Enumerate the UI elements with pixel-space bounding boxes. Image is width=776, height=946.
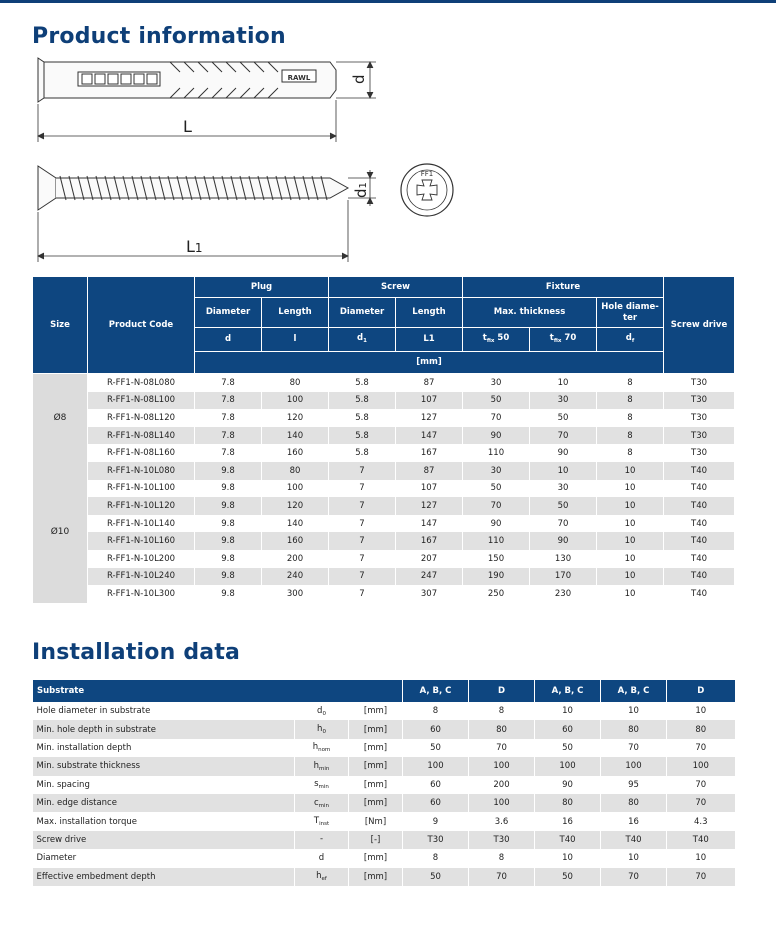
screw-L1-label: L1	[186, 237, 203, 256]
value-cell: 30	[463, 462, 530, 480]
parameter-symbol	[295, 794, 349, 812]
value-cell: T40	[664, 550, 735, 568]
value-cell: 250	[463, 585, 530, 603]
value-cell: 100	[262, 392, 329, 410]
col-product-code: Product Code	[88, 277, 195, 374]
value-cell: 8	[597, 374, 664, 392]
plug-d-label: d	[350, 74, 368, 84]
symbol-subscript: 0	[322, 710, 326, 717]
value-cell: 70	[530, 427, 597, 445]
value-cell: 7.8	[195, 392, 262, 410]
value-cell: 5.8	[329, 427, 396, 445]
value-cell: 50	[535, 868, 601, 886]
product-code-cell: R-FF1-N-08L080	[88, 374, 195, 392]
symbol-letter: -	[319, 834, 324, 845]
value-cell: T30	[664, 392, 735, 410]
symbol-subscript: inst	[319, 821, 330, 828]
value-cell: 70	[469, 868, 535, 886]
sym-d1: $d_1$	[329, 328, 396, 352]
value-cell: 300	[262, 585, 329, 603]
value-cell: 127	[396, 497, 463, 515]
value-cell: T40	[664, 568, 735, 586]
col-fixture: Fixture	[463, 277, 664, 298]
parameter-name: Effective embedment depth	[33, 868, 295, 886]
value-cell: 5.8	[329, 392, 396, 410]
value-cell: 9	[403, 812, 469, 830]
value-cell: 307	[396, 585, 463, 603]
value-cell: 8	[469, 702, 535, 720]
value-cell: 70	[601, 739, 667, 757]
value-cell: 87	[396, 462, 463, 480]
value-cell: 200	[469, 776, 535, 794]
value-cell: 70	[667, 868, 735, 886]
value-cell: 10	[597, 568, 664, 586]
table-row	[33, 427, 735, 445]
value-cell: T30	[664, 427, 735, 445]
value-cell: 60	[403, 794, 469, 812]
value-cell: 70	[601, 868, 667, 886]
value-cell: 10	[667, 702, 735, 720]
value-cell: 90	[463, 515, 530, 533]
value-cell: 87	[396, 374, 463, 392]
value-cell: 50	[463, 392, 530, 410]
symbol-subscript: 0	[322, 729, 326, 736]
table-row	[33, 550, 735, 568]
col-plug-diameter: Diameter	[195, 298, 262, 328]
parameter-unit: [mm]	[349, 702, 403, 720]
value-cell: 7	[329, 568, 396, 586]
symbol-letter: s	[314, 779, 319, 790]
value-cell: 7	[329, 462, 396, 480]
value-cell: 70	[463, 497, 530, 515]
screw-drawing	[38, 166, 348, 210]
value-cell: 30	[530, 392, 597, 410]
product-table	[32, 276, 735, 603]
product-code-cell: R-FF1-N-10L100	[88, 480, 195, 498]
value-cell: 10	[601, 702, 667, 720]
value-cell: 5.8	[329, 374, 396, 392]
symbol-letter: h	[313, 760, 319, 771]
value-cell: 50	[535, 739, 601, 757]
value-cell: 147	[396, 427, 463, 445]
value-cell: 10	[597, 515, 664, 533]
value-cell: 110	[463, 444, 530, 462]
value-cell: 9.8	[195, 497, 262, 515]
value-cell: 170	[530, 568, 597, 586]
parameter-unit: [mm]	[349, 720, 403, 738]
parameter-symbol	[295, 776, 349, 794]
value-cell: 240	[262, 568, 329, 586]
value-cell: 207	[396, 550, 463, 568]
symbol-letter: d	[318, 852, 325, 863]
col-plug-length: Length	[262, 298, 329, 328]
value-cell: 60	[403, 720, 469, 738]
value-cell: 10	[601, 849, 667, 867]
parameter-name: Min. substrate thickness	[33, 757, 295, 775]
value-cell: 90	[530, 444, 597, 462]
col-size: Size	[33, 277, 88, 374]
col-d-1: D	[469, 680, 535, 702]
col-d-2: D	[667, 680, 735, 702]
col-substrate: Substrate	[33, 680, 403, 702]
table-row	[33, 480, 735, 498]
product-code-cell: R-FF1-N-10L120	[88, 497, 195, 515]
plug-brand-label: RAWL	[287, 74, 311, 82]
sym-tfix50: $t_{fix}$ 50	[463, 328, 530, 352]
parameter-symbol	[295, 757, 349, 775]
sym-l: l	[262, 328, 329, 352]
value-cell: 110	[463, 532, 530, 550]
value-cell: 30	[463, 374, 530, 392]
parameter-symbol	[295, 868, 349, 886]
value-cell: 10	[597, 497, 664, 515]
value-cell: 80	[262, 462, 329, 480]
value-cell: 50	[403, 868, 469, 886]
value-cell: 10	[530, 462, 597, 480]
table-row	[33, 497, 735, 515]
value-cell: 9.8	[195, 585, 262, 603]
value-cell: 8	[597, 409, 664, 427]
value-cell: T40	[664, 480, 735, 498]
value-cell: 70	[469, 739, 535, 757]
parameter-unit: [Nm]	[349, 812, 403, 830]
screw-d1-label: d1	[352, 182, 370, 198]
table-row	[33, 568, 735, 586]
value-cell: 10	[597, 532, 664, 550]
value-cell: 8	[597, 427, 664, 445]
table-row	[33, 392, 735, 410]
value-cell: 50	[403, 739, 469, 757]
value-cell: 70	[667, 739, 735, 757]
symbol-letter: d	[317, 705, 323, 716]
symbol-letter: h	[312, 742, 319, 753]
value-cell: 10	[597, 480, 664, 498]
value-cell: 100	[469, 794, 535, 812]
value-cell: 30	[530, 480, 597, 498]
table-row	[33, 515, 735, 533]
value-cell: 90	[535, 776, 601, 794]
value-cell: 7.8	[195, 409, 262, 427]
col-plug: Plug	[195, 277, 329, 298]
value-cell: 60	[535, 720, 601, 738]
value-cell: 127	[396, 409, 463, 427]
value-cell: 167	[396, 532, 463, 550]
value-cell: 8	[469, 849, 535, 867]
value-cell: 100	[535, 757, 601, 775]
symbol-letter: h	[317, 724, 323, 735]
col-abc-1: A, B, C	[403, 680, 469, 702]
parameter-unit: [mm]	[349, 868, 403, 886]
value-cell: 7.8	[195, 427, 262, 445]
product-code-cell: R-FF1-N-08L100	[88, 392, 195, 410]
col-hole-diameter: Hole diame-ter	[597, 298, 664, 328]
screw-head-mark: FF1	[420, 170, 434, 178]
value-cell: 100	[601, 757, 667, 775]
value-cell: 9.8	[195, 532, 262, 550]
parameter-symbol	[295, 849, 349, 867]
value-cell: 70	[667, 776, 735, 794]
value-cell: 8	[597, 392, 664, 410]
parameter-symbol	[295, 812, 349, 830]
parameter-unit: [mm]	[349, 794, 403, 812]
value-cell: 50	[530, 497, 597, 515]
table-row	[33, 532, 735, 550]
value-cell: 200	[262, 550, 329, 568]
product-code-cell: R-FF1-N-10L160	[88, 532, 195, 550]
installation-table	[32, 680, 735, 886]
value-cell: 247	[396, 568, 463, 586]
value-cell: T40	[664, 462, 735, 480]
value-cell: T30	[664, 409, 735, 427]
value-cell: 70	[667, 794, 735, 812]
symbol-letter: c	[313, 797, 319, 808]
value-cell: 130	[530, 550, 597, 568]
parameter-unit: [mm]	[349, 849, 403, 867]
value-cell: 5.8	[329, 444, 396, 462]
symbol-subscript: min	[318, 784, 329, 791]
value-cell: 100	[262, 480, 329, 498]
value-cell: 10	[535, 702, 601, 720]
value-cell: 95	[601, 776, 667, 794]
table-row	[33, 868, 735, 886]
technical-drawing	[0, 0, 776, 270]
value-cell: T30	[469, 831, 535, 849]
value-cell: 9.8	[195, 568, 262, 586]
value-cell: 16	[601, 812, 667, 830]
col-screw-diameter: Diameter	[329, 298, 396, 328]
value-cell: 80	[469, 720, 535, 738]
value-cell: 9.8	[195, 515, 262, 533]
table-row	[33, 702, 735, 720]
value-cell: 10	[597, 585, 664, 603]
value-cell: T30	[664, 374, 735, 392]
value-cell: 190	[463, 568, 530, 586]
plug-L-label: L	[183, 117, 192, 136]
parameter-symbol	[295, 720, 349, 738]
col-screw: Screw	[329, 277, 463, 298]
product-code-cell: R-FF1-N-08L160	[88, 444, 195, 462]
size-cell: Ø10	[33, 462, 88, 603]
value-cell: T30	[403, 831, 469, 849]
value-cell: 147	[396, 515, 463, 533]
parameter-name: Min. hole depth in substrate	[33, 720, 295, 738]
value-cell: T40	[664, 532, 735, 550]
col-abc-3: A, B, C	[601, 680, 667, 702]
value-cell: T40	[664, 497, 735, 515]
parameter-name: Diameter	[33, 849, 295, 867]
value-cell: 8	[403, 849, 469, 867]
table-row	[33, 409, 735, 427]
table-row	[33, 776, 735, 794]
parameter-unit: [mm]	[349, 776, 403, 794]
table-row	[33, 849, 735, 867]
table-row	[33, 794, 735, 812]
parameter-name: Max. installation torque	[33, 812, 295, 830]
value-cell: 7.8	[195, 444, 262, 462]
value-cell: 3.6	[469, 812, 535, 830]
value-cell: 10	[597, 550, 664, 568]
value-cell: 107	[396, 480, 463, 498]
value-cell: 70	[463, 409, 530, 427]
value-cell: 8	[597, 444, 664, 462]
value-cell: 140	[262, 427, 329, 445]
parameter-unit: [-]	[349, 831, 403, 849]
value-cell: 10	[535, 849, 601, 867]
value-cell: 90	[530, 532, 597, 550]
value-cell: T40	[535, 831, 601, 849]
value-cell: 80	[535, 794, 601, 812]
unit-mm: [mm]	[195, 352, 664, 374]
parameter-name: Screw drive	[33, 831, 295, 849]
table-row	[33, 462, 735, 480]
value-cell: 5.8	[329, 409, 396, 427]
parameter-name: Min. spacing	[33, 776, 295, 794]
parameter-symbol	[295, 739, 349, 757]
value-cell: 70	[530, 515, 597, 533]
table-row	[33, 831, 735, 849]
value-cell: 90	[463, 427, 530, 445]
parameter-unit: [mm]	[349, 739, 403, 757]
table-row	[33, 444, 735, 462]
value-cell: 50	[463, 480, 530, 498]
value-cell: 50	[530, 409, 597, 427]
symbol-letter: T	[313, 816, 320, 827]
parameter-symbol	[295, 831, 349, 849]
product-code-cell: R-FF1-N-10L080	[88, 462, 195, 480]
symbol-subscript: min	[318, 802, 330, 809]
col-screw-drive: Screw drive	[664, 277, 735, 374]
value-cell: 8	[403, 702, 469, 720]
parameter-name: Hole diameter in substrate	[33, 702, 295, 720]
value-cell: 150	[463, 550, 530, 568]
value-cell: 7	[329, 480, 396, 498]
value-cell: T40	[601, 831, 667, 849]
installation-data-heading: Installation data	[32, 640, 241, 665]
value-cell: 60	[403, 776, 469, 794]
sym-df: $d_f$	[597, 328, 664, 352]
value-cell: 120	[262, 409, 329, 427]
value-cell: 80	[601, 794, 667, 812]
product-code-cell: R-FF1-N-08L120	[88, 409, 195, 427]
product-code-cell: R-FF1-N-10L300	[88, 585, 195, 603]
value-cell: 7.8	[195, 374, 262, 392]
product-code-cell: R-FF1-N-10L140	[88, 515, 195, 533]
value-cell: 7	[329, 585, 396, 603]
value-cell: 80	[262, 374, 329, 392]
value-cell: 107	[396, 392, 463, 410]
value-cell: 160	[262, 444, 329, 462]
table-row	[33, 812, 735, 830]
value-cell: 160	[262, 532, 329, 550]
value-cell: 10	[667, 849, 735, 867]
sym-d: d	[195, 328, 262, 352]
product-code-cell: R-FF1-N-08L140	[88, 427, 195, 445]
symbol-subscript: min	[319, 765, 330, 772]
parameter-name: Min. installation depth	[33, 739, 295, 757]
parameter-unit: [mm]	[349, 757, 403, 775]
size-cell: Ø8	[33, 374, 88, 462]
value-cell: 120	[262, 497, 329, 515]
value-cell: 167	[396, 444, 463, 462]
table-row	[33, 585, 735, 603]
value-cell: 100	[667, 757, 735, 775]
symbol-subscript: ef	[321, 876, 327, 883]
sym-tfix70: $t_{fix}$ 70	[530, 328, 597, 352]
value-cell: 230	[530, 585, 597, 603]
product-code-cell: R-FF1-N-10L200	[88, 550, 195, 568]
value-cell: 7	[329, 532, 396, 550]
symbol-subscript: nom	[318, 747, 331, 754]
value-cell: 7	[329, 515, 396, 533]
col-abc-2: A, B, C	[535, 680, 601, 702]
col-max-thickness: Max. thickness	[463, 298, 597, 328]
table-row	[33, 757, 735, 775]
value-cell: T40	[667, 831, 735, 849]
value-cell: T40	[664, 585, 735, 603]
table-row	[33, 739, 735, 757]
sym-L1: L1	[396, 328, 463, 352]
value-cell: 9.8	[195, 550, 262, 568]
value-cell: 140	[262, 515, 329, 533]
value-cell: 80	[667, 720, 735, 738]
value-cell: 100	[469, 757, 535, 775]
value-cell: 10	[530, 374, 597, 392]
table-row	[33, 374, 735, 392]
value-cell: 7	[329, 550, 396, 568]
value-cell: 4.3	[667, 812, 735, 830]
value-cell: 100	[403, 757, 469, 775]
parameter-name: Min. edge distance	[33, 794, 295, 812]
value-cell: 10	[597, 462, 664, 480]
parameter-symbol	[295, 702, 349, 720]
value-cell: 16	[535, 812, 601, 830]
value-cell: T30	[664, 444, 735, 462]
value-cell: 9.8	[195, 480, 262, 498]
value-cell: 7	[329, 497, 396, 515]
symbol-letter: h	[316, 871, 322, 882]
value-cell: 80	[601, 720, 667, 738]
value-cell: T40	[664, 515, 735, 533]
col-screw-length: Length	[396, 298, 463, 328]
product-code-cell: R-FF1-N-10L240	[88, 568, 195, 586]
product-info-heading: Product information	[32, 24, 286, 49]
value-cell: 9.8	[195, 462, 262, 480]
table-row	[33, 720, 735, 738]
